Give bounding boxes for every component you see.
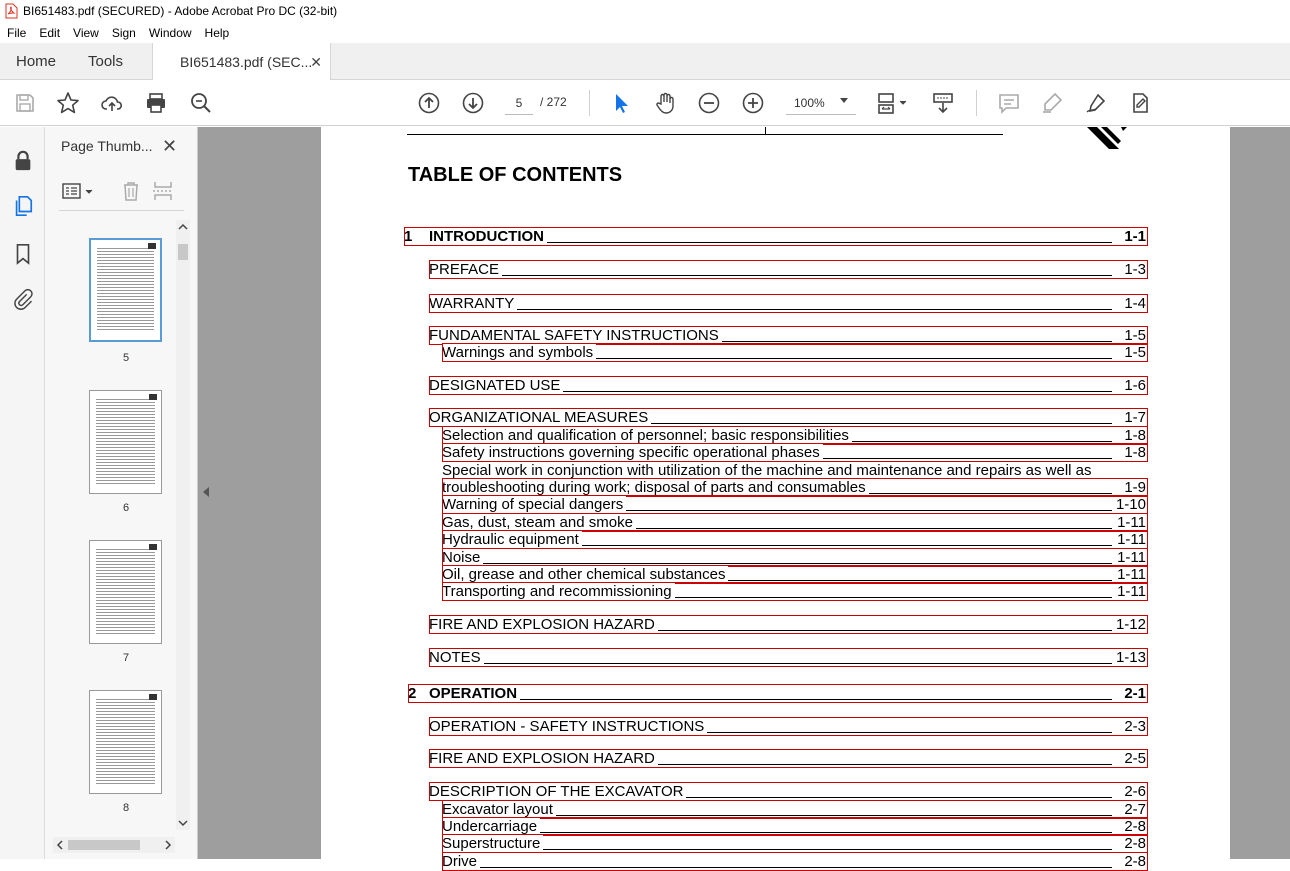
thumbnail-logo bbox=[149, 394, 157, 400]
menu-window[interactable]: Window bbox=[148, 25, 192, 40]
toc-page-number: 1-7 bbox=[1124, 409, 1146, 426]
page-thumbnails-icon[interactable] bbox=[10, 193, 36, 219]
toc-chapter-number: 2 bbox=[408, 685, 417, 702]
toc-page-number: 2-1 bbox=[1124, 685, 1146, 702]
toc-entry-title: Undercarriage bbox=[442, 818, 538, 835]
close-panel-icon[interactable]: ✕ bbox=[162, 136, 178, 156]
thumbnail-preview bbox=[96, 399, 155, 485]
link-highlight-box bbox=[429, 408, 1148, 427]
toc-page-number: 1-3 bbox=[1124, 261, 1146, 278]
fill-sign-icon[interactable] bbox=[1127, 90, 1153, 116]
thumbnail-label: 5 bbox=[122, 352, 130, 364]
brand-logo-icon bbox=[1081, 127, 1141, 151]
cloud-upload-icon[interactable] bbox=[99, 90, 125, 116]
zoom-select[interactable] bbox=[786, 91, 856, 115]
extract-pages-icon[interactable] bbox=[151, 179, 175, 203]
toolbar bbox=[0, 80, 1290, 126]
next-page-icon[interactable] bbox=[460, 90, 486, 116]
toc-page-number: 2-3 bbox=[1124, 718, 1146, 735]
zoom-in-icon[interactable] bbox=[740, 90, 766, 116]
toc-page-number: 1-11 bbox=[1117, 531, 1146, 548]
toc-entry-title: OPERATION bbox=[429, 685, 518, 702]
toc-page-number: 2-8 bbox=[1124, 853, 1146, 870]
page-number-input[interactable] bbox=[505, 91, 533, 115]
toc-page-number: 1-6 bbox=[1124, 377, 1146, 394]
page-thumbnail[interactable] bbox=[89, 540, 162, 644]
comment-icon[interactable] bbox=[996, 90, 1022, 116]
print-icon[interactable] bbox=[143, 90, 169, 116]
toc-entry-link[interactable] bbox=[442, 835, 1148, 852]
scroll-up-icon[interactable] bbox=[176, 220, 190, 234]
toc-entry-title: DESCRIPTION OF THE EXCAVATOR bbox=[429, 783, 684, 800]
hscrollbar-thumb[interactable] bbox=[68, 840, 140, 850]
zoom-value: 100% bbox=[794, 95, 825, 110]
toc-entry-title: Superstructure bbox=[442, 835, 541, 852]
link-highlight-box bbox=[442, 495, 1148, 514]
link-highlight-box bbox=[429, 294, 1148, 313]
tab-document[interactable] bbox=[152, 43, 331, 81]
page-fit-icon[interactable] bbox=[876, 90, 912, 116]
toc-page-number: 1-8 bbox=[1124, 444, 1146, 461]
scroll-right-icon[interactable] bbox=[161, 838, 175, 852]
toc-entry-link[interactable] bbox=[429, 409, 1148, 426]
toc-entry-title: Warnings and symbols bbox=[442, 344, 594, 361]
toc-entry-title: Drive bbox=[442, 853, 478, 870]
toc-entry-link[interactable] bbox=[442, 853, 1148, 870]
link-highlight-box bbox=[429, 648, 1148, 667]
toc-heading: TABLE OF CONTENTS bbox=[408, 164, 623, 186]
thumbnail-options-icon[interactable] bbox=[61, 179, 97, 203]
toc-entry-link[interactable] bbox=[442, 479, 1148, 496]
panel-title: Page Thumb... bbox=[61, 138, 153, 154]
thumbnail-preview bbox=[97, 248, 154, 332]
toc-entry-title: FIRE AND EXPLOSION HAZARD bbox=[429, 616, 655, 633]
thumbnail-hscrollbar[interactable] bbox=[53, 837, 175, 853]
save-icon[interactable] bbox=[12, 90, 38, 116]
toc-entry-title: NOTES bbox=[429, 649, 481, 666]
toc-entry-title: Hydraulic equipment bbox=[442, 531, 579, 548]
toolbar-divider bbox=[976, 90, 977, 116]
page-thumbnail[interactable] bbox=[89, 238, 162, 342]
hand-tool-icon[interactable] bbox=[652, 90, 678, 116]
toc-entry-link[interactable] bbox=[429, 377, 1148, 394]
toc-page-number: 2-7 bbox=[1124, 801, 1146, 818]
page-thumbnail[interactable] bbox=[89, 690, 162, 794]
menu-edit[interactable]: Edit bbox=[39, 25, 61, 40]
zoom-out-icon[interactable] bbox=[696, 90, 722, 116]
toc-entry-link[interactable] bbox=[442, 566, 1148, 583]
toolbar-divider bbox=[589, 90, 590, 116]
toc-page-number: 1-13 bbox=[1115, 649, 1146, 666]
toc-entry-link[interactable] bbox=[442, 549, 1148, 566]
thumbnails-panel bbox=[45, 127, 198, 859]
toc-entry-title: troubleshooting during work; disposal of parts and consumables bbox=[442, 479, 866, 496]
thumbnail-label: 7 bbox=[122, 652, 130, 664]
link-highlight-box bbox=[442, 443, 1148, 462]
toc-entry-link[interactable] bbox=[442, 496, 1148, 513]
toc-page-number: 1-12 bbox=[1115, 616, 1146, 633]
pdf-file-icon bbox=[5, 4, 17, 18]
toc-entry-title: OPERATION - SAFETY INSTRUCTIONS bbox=[429, 718, 705, 735]
toc-entry-title: Excavator layout bbox=[442, 801, 553, 818]
menu-sign[interactable]: Sign bbox=[111, 25, 136, 40]
toc-entry-link[interactable] bbox=[442, 531, 1148, 548]
thumbnail-preview bbox=[96, 699, 155, 785]
trash-icon[interactable] bbox=[119, 179, 143, 203]
bookmark-icon[interactable] bbox=[10, 241, 36, 267]
toc-entry-link[interactable] bbox=[442, 818, 1148, 835]
thumbnail-logo bbox=[148, 243, 156, 249]
toc-entry-title: ORGANIZATIONAL MEASURES bbox=[429, 409, 649, 426]
window-title: BI651483.pdf (SECURED) - Adobe Acrobat Pro DC (32-bit) bbox=[23, 4, 338, 18]
toc-page-number: 1-8 bbox=[1124, 427, 1146, 444]
link-highlight-box bbox=[429, 376, 1148, 395]
collapse-panel-icon[interactable] bbox=[203, 487, 209, 497]
thumbnail-label: 6 bbox=[122, 502, 130, 514]
highlight-icon[interactable] bbox=[1039, 90, 1065, 116]
toc-page-number: 1-11 bbox=[1117, 566, 1146, 583]
link-highlight-box bbox=[404, 227, 1148, 246]
thumbnail-logo bbox=[149, 694, 157, 700]
toc-page-number: 1-5 bbox=[1124, 327, 1146, 344]
toc-entry-link[interactable] bbox=[442, 514, 1148, 531]
toc-entry-link[interactable] bbox=[429, 783, 1148, 800]
tab-tools[interactable]: Tools bbox=[88, 53, 124, 70]
toc-page-number: 2-8 bbox=[1124, 818, 1146, 835]
header-rule bbox=[407, 134, 1003, 135]
toc-page-number: 1-11 bbox=[1117, 549, 1146, 566]
toc-page-number: 1-1 bbox=[1124, 228, 1146, 245]
link-highlight-box bbox=[429, 782, 1148, 801]
toc-entry-link[interactable] bbox=[429, 750, 1148, 767]
toc-entry-title: INTRODUCTION bbox=[429, 228, 544, 245]
toc-entry-title: PREFACE bbox=[429, 261, 500, 278]
toc-page-number: 1-11 bbox=[1117, 514, 1146, 531]
toc-entry-link[interactable] bbox=[404, 228, 1148, 245]
toc-entry-link[interactable] bbox=[429, 295, 1148, 312]
thumbnail-tools bbox=[59, 171, 184, 211]
link-highlight-box bbox=[442, 852, 1148, 871]
chevron-down-icon bbox=[840, 98, 848, 103]
toc-entry-link[interactable] bbox=[442, 801, 1148, 818]
toc-entry-title: FIRE AND EXPLOSION HAZARD bbox=[429, 750, 655, 767]
toc-entry-link[interactable] bbox=[442, 427, 1148, 444]
toc-page-number: 1-10 bbox=[1115, 496, 1146, 513]
link-highlight-box bbox=[442, 530, 1148, 549]
toc-entry-title: Selection and qualification of personnel; basic responsibilities bbox=[442, 427, 849, 444]
toc-entry-text: Special work in conjunction with utilization of the machine and maintenance and repairs as well as bbox=[442, 462, 1092, 479]
attachment-icon[interactable] bbox=[10, 286, 36, 312]
toc-entry-link[interactable] bbox=[442, 444, 1148, 461]
scrolling-mode-icon[interactable] bbox=[930, 90, 956, 116]
page-total: / 272 bbox=[540, 95, 567, 109]
close-tab-icon[interactable]: ✕ bbox=[310, 54, 322, 70]
tab-document-label: BI651483.pdf (SEC... bbox=[180, 54, 313, 70]
menu-view[interactable]: View bbox=[73, 25, 99, 40]
toc-page-number: 1-9 bbox=[1124, 479, 1146, 496]
scroll-down-icon[interactable] bbox=[176, 816, 190, 830]
link-highlight-box bbox=[442, 343, 1148, 362]
link-highlight-box bbox=[429, 615, 1148, 634]
star-icon[interactable] bbox=[55, 90, 81, 116]
toc-entry-link[interactable] bbox=[442, 583, 1148, 600]
lock-icon[interactable] bbox=[10, 148, 36, 174]
tab-home[interactable]: Home bbox=[16, 53, 57, 70]
menu-help[interactable]: Help bbox=[204, 25, 230, 40]
toc-entry-link[interactable] bbox=[429, 261, 1148, 278]
previous-page-icon[interactable] bbox=[416, 90, 442, 116]
link-highlight-box bbox=[408, 684, 1148, 703]
toc-entry-title: WARRANTY bbox=[429, 295, 515, 312]
left-rail bbox=[0, 127, 45, 859]
toc-page-number: 2-6 bbox=[1124, 783, 1146, 800]
toc-entry-link[interactable] bbox=[429, 649, 1148, 666]
link-highlight-box bbox=[429, 260, 1148, 279]
toc-entry-title: Oil, grease and other chemical substances bbox=[442, 566, 726, 583]
pdf-page bbox=[321, 127, 1230, 870]
toc-page-number: 1-5 bbox=[1124, 344, 1146, 361]
toc-entry-title: DESIGNATED USE bbox=[429, 377, 561, 394]
thumbnail-preview bbox=[96, 549, 155, 635]
zoom-search-icon[interactable] bbox=[188, 90, 214, 116]
toc-entry-title: Warning of special dangers bbox=[442, 496, 624, 513]
toc-page-number: 1-4 bbox=[1124, 295, 1146, 312]
menu-bar bbox=[0, 22, 1290, 43]
link-highlight-box bbox=[429, 717, 1148, 736]
toc-entry-title: FUNDAMENTAL SAFETY INSTRUCTIONS bbox=[429, 327, 719, 344]
link-highlight-box bbox=[429, 749, 1148, 768]
header-rule bbox=[765, 127, 766, 135]
link-highlight-box bbox=[442, 582, 1148, 601]
toc-entry-link[interactable] bbox=[429, 616, 1148, 633]
thumbnail-logo bbox=[149, 544, 157, 550]
toc-entry-link[interactable] bbox=[429, 718, 1148, 735]
page-thumbnail[interactable] bbox=[89, 390, 162, 494]
select-cursor-icon[interactable] bbox=[608, 90, 634, 116]
toc-entry-title: Safety instructions governing specific operational phases bbox=[442, 444, 820, 461]
toc-entry-title: Gas, dust, steam and smoke bbox=[442, 514, 633, 531]
title-bar bbox=[0, 0, 1290, 22]
thumbnail-scrollbar[interactable] bbox=[176, 220, 190, 830]
toc-entry-link[interactable] bbox=[442, 344, 1148, 361]
toc-chapter-number: 1 bbox=[404, 228, 413, 245]
thumbnail-label: 8 bbox=[122, 802, 130, 814]
toc-page-number: 2-5 bbox=[1124, 750, 1146, 767]
toc-page-number: 2-8 bbox=[1124, 835, 1146, 852]
draw-pen-icon[interactable] bbox=[1083, 90, 1109, 116]
tab-bar bbox=[0, 43, 1290, 80]
toc-entry-title: Noise bbox=[442, 549, 481, 566]
scrollbar-thumb[interactable] bbox=[178, 244, 188, 260]
menu-file[interactable]: File bbox=[7, 25, 27, 40]
toc-entry-link[interactable] bbox=[408, 685, 1148, 702]
link-highlight-box bbox=[442, 834, 1148, 853]
toc-entry-title: Transporting and recommissioning bbox=[442, 583, 672, 600]
toc-page-number: 1-11 bbox=[1117, 583, 1146, 600]
scroll-left-icon[interactable] bbox=[53, 838, 67, 852]
toc-entry-link[interactable] bbox=[429, 327, 1148, 344]
